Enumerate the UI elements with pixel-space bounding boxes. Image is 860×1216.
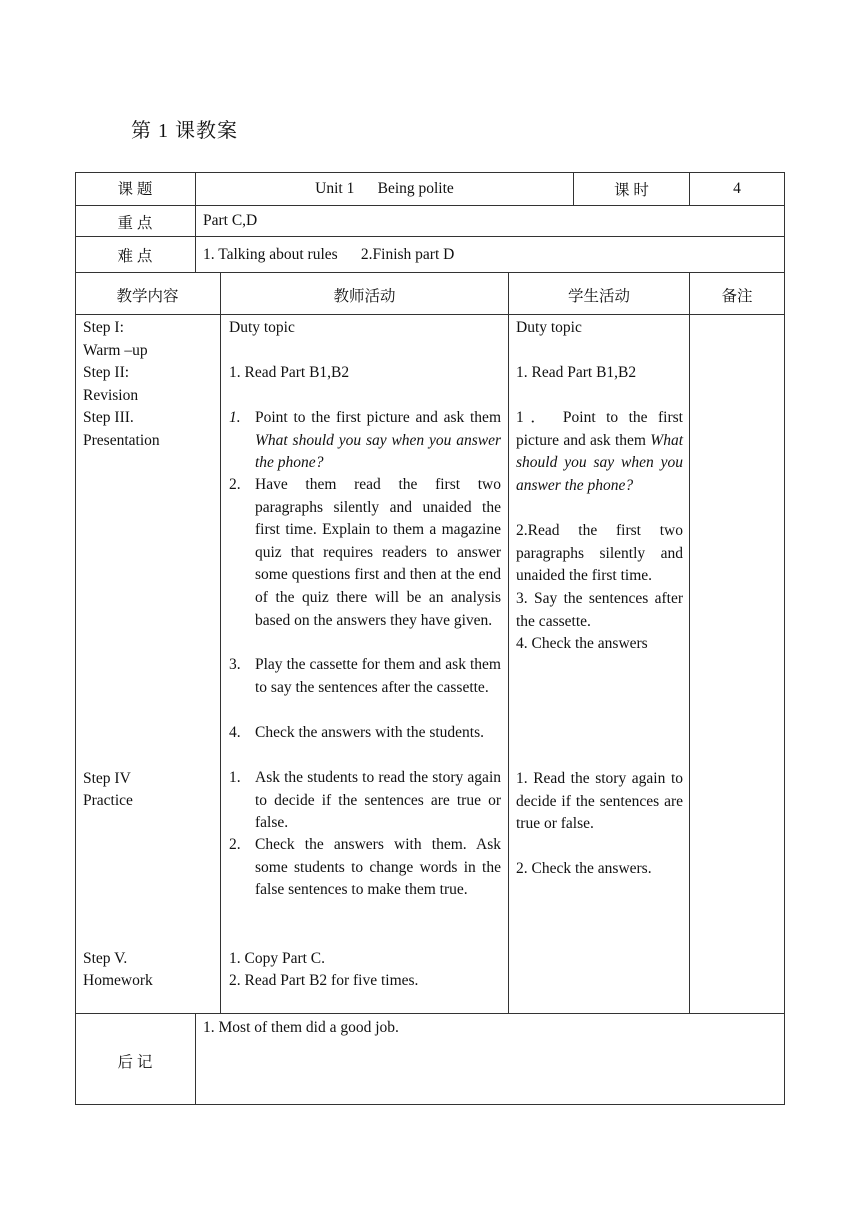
periods-value: 4 bbox=[733, 180, 741, 197]
afterword-label: 后 记 bbox=[117, 1054, 153, 1071]
key-points-label: 重 点 bbox=[117, 215, 153, 232]
list-number: 4. bbox=[229, 724, 241, 741]
list-item: 2.Read the first two paragraphs silently and unaided the first time. bbox=[516, 522, 683, 585]
list-number: 1. bbox=[229, 409, 241, 426]
list-item: 1. Read the story again to decide if the sentences are true or false. bbox=[516, 770, 683, 833]
teacher-duty: Duty topic bbox=[229, 319, 295, 336]
step-label: Step IV bbox=[83, 770, 131, 787]
list-item: 4. Check the answers bbox=[516, 635, 648, 652]
list-number: 2. bbox=[229, 836, 241, 853]
col-content-header: 教学内容 bbox=[116, 288, 179, 305]
step-label: Step V. bbox=[83, 950, 128, 967]
step-label: Homework bbox=[83, 972, 153, 989]
step-label: Practice bbox=[83, 792, 133, 809]
list-number: 1. bbox=[229, 769, 241, 786]
col-teacher-header: 教师活动 bbox=[333, 288, 396, 305]
list-number: 3. bbox=[229, 656, 241, 673]
list-item: 1． Point to the first picture and ask them What should you say when you answer the phone? bbox=[516, 409, 684, 494]
periods-label: 课 时 bbox=[614, 182, 649, 199]
list-item: Point to the first picture and ask them What should you say when you answer the phone? bbox=[255, 409, 501, 472]
step-label: Warm –up bbox=[83, 342, 148, 359]
col-student-header: 学生活动 bbox=[567, 288, 630, 305]
homework-item: 1. Copy Part C. bbox=[229, 950, 326, 967]
teacher-read: 1. Read Part B1,B2 bbox=[229, 364, 350, 381]
key-points-value: Part C,D bbox=[203, 212, 258, 229]
step-label: Step III. bbox=[83, 409, 134, 426]
list-item: Ask the students to read the story again to decide if the sentences are true or false. bbox=[255, 769, 501, 832]
step-label: Step II: bbox=[83, 364, 130, 381]
list-item: 2. Check the answers. bbox=[516, 860, 652, 877]
topic-label: 课 题 bbox=[117, 181, 153, 198]
difficulties-label: 难 点 bbox=[117, 248, 153, 265]
homework-item: 2. Read Part B2 for five times. bbox=[229, 972, 419, 989]
student-duty: Duty topic bbox=[516, 319, 582, 336]
student-read: 1. Read Part B1,B2 bbox=[516, 364, 637, 381]
list-item: Check the answers with the students. bbox=[255, 724, 485, 741]
list-item: Play the cassette for them and ask them to say the sentences after the cassette. bbox=[255, 656, 501, 696]
list-item: Check the answers with them. Ask some students to change words in the false sentences to make them true. bbox=[255, 836, 501, 899]
list-number: 2. bbox=[229, 476, 241, 493]
step-label: Revision bbox=[83, 387, 139, 404]
topic-value: Unit 1 Being polite bbox=[315, 180, 454, 197]
page-title: 第 1 课教案 bbox=[131, 120, 238, 142]
step-label: Step I: bbox=[83, 319, 124, 336]
difficulties-value: 1. Talking about rules 2.Finish part D bbox=[203, 246, 455, 263]
col-notes-header: 备注 bbox=[721, 288, 753, 305]
list-item: 3. Say the sentences after the cassette. bbox=[516, 590, 683, 630]
step-label: Presentation bbox=[83, 432, 160, 449]
list-item: Have them read the first two paragraphs silently and unaided the first time. Explain to them a magazine quiz that requires readers to answer some questions first and then at the end of the quiz there will be an analysis based on the answers they have given. bbox=[255, 476, 501, 629]
afterword-text: 1. Most of them did a good job. bbox=[203, 1019, 399, 1036]
